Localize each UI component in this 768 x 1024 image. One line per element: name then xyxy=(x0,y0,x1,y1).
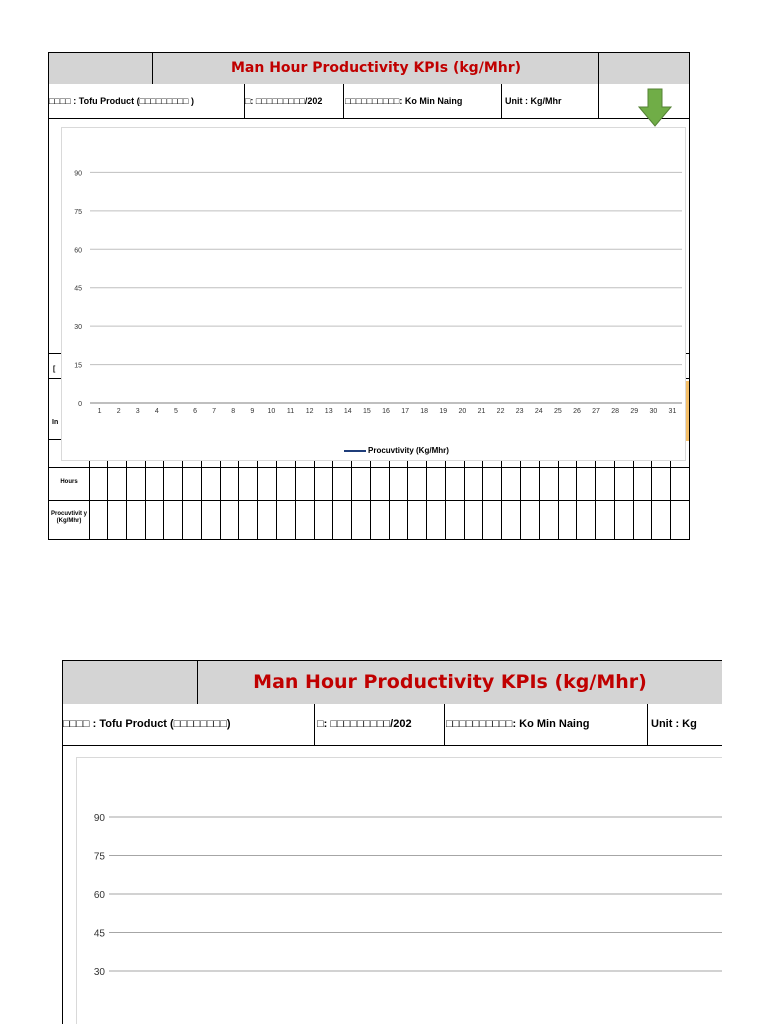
y-tick-label: 30 xyxy=(74,324,82,332)
x-tick-label: 22 xyxy=(496,408,505,415)
unit-cell: Unit : Kg xyxy=(651,718,697,730)
productivity-row-label: Procuvtivit y (Kg/Mhr) xyxy=(50,511,87,524)
x-tick-label: 12 xyxy=(305,408,314,415)
side-mark: [ xyxy=(53,366,56,373)
x-tick-label: 17 xyxy=(401,408,409,415)
sheet-border xyxy=(62,660,63,1024)
date-cell: □: □□□□□□□□□/202 xyxy=(315,704,445,745)
table-column-line xyxy=(689,443,690,540)
x-tick-label: 2 xyxy=(116,408,121,415)
legend-label: Procuvtivity (Kg/Mhr) xyxy=(368,446,449,455)
x-tick-label: 4 xyxy=(154,408,159,415)
x-tick-label: 30 xyxy=(649,408,658,415)
chart-svg xyxy=(77,758,722,1024)
date-cell: □: □□□□□□□□□/202 xyxy=(245,84,344,118)
x-tick-label: 20 xyxy=(458,408,467,415)
x-tick-label: 21 xyxy=(477,408,486,415)
x-tick-label: 5 xyxy=(173,408,178,415)
x-tick-label: 26 xyxy=(573,408,581,415)
x-tick-label: 15 xyxy=(363,408,371,415)
chart-svg xyxy=(62,128,685,460)
product-cell: □□□□ : Tofu Product (□□□□□□□□) xyxy=(62,704,315,745)
header-blank-cell xyxy=(62,661,198,704)
kpi-sheet-full xyxy=(48,52,690,540)
x-tick-label: 31 xyxy=(668,408,677,415)
x-tick-label: 8 xyxy=(231,408,236,415)
title-row xyxy=(62,660,722,705)
info-row xyxy=(62,704,722,746)
y-tick-label: 30 xyxy=(93,967,105,978)
x-tick-label: 24 xyxy=(534,408,543,415)
y-tick-label: 60 xyxy=(93,890,105,901)
prepared-by-cell: □□□□□□□□□□: Ko Min Naing xyxy=(344,84,502,118)
chart-legend xyxy=(344,446,449,455)
x-tick-label: 10 xyxy=(267,408,276,415)
x-tick-label: 29 xyxy=(630,408,639,415)
x-tick-label: 28 xyxy=(611,408,620,415)
x-tick-label: 3 xyxy=(135,408,140,415)
unit-cell: Unit : Kg/Mhr xyxy=(502,84,599,118)
y-tick-label: 45 xyxy=(74,285,82,293)
x-tick-label: 9 xyxy=(250,408,255,415)
x-tick-label: 1 xyxy=(97,408,102,415)
y-tick-label: 60 xyxy=(74,247,82,255)
x-tick-label: 16 xyxy=(382,408,390,415)
x-tick-label: 27 xyxy=(592,408,600,415)
sheet-title: Man Hour Productivity KPIs (kg/Mhr) xyxy=(253,671,647,693)
x-tick-label: 11 xyxy=(286,408,295,415)
side-mark: In xyxy=(52,419,59,426)
hours-row-label: Hours xyxy=(60,479,78,485)
y-tick-label: 75 xyxy=(93,851,105,863)
x-tick-label: 14 xyxy=(343,408,352,415)
y-tick-label: 90 xyxy=(93,813,105,824)
down-arrow-icon[interactable] xyxy=(638,88,672,128)
product-cell: □□□□ : Tofu Product (□□□□□□□□□ ) xyxy=(49,84,245,118)
info-row xyxy=(49,84,689,119)
y-tick-label: 0 xyxy=(78,401,82,408)
x-tick-label: 6 xyxy=(193,408,197,415)
title-row xyxy=(49,53,689,85)
x-tick-label: 13 xyxy=(324,408,333,415)
legend-swatch xyxy=(344,450,366,452)
header-blank-cell xyxy=(599,53,689,84)
y-tick-label: 15 xyxy=(74,362,82,370)
prepared-by-cell: □□□□□□□□□□: Ko Min Naing xyxy=(445,704,648,745)
x-tick-label: 25 xyxy=(553,408,562,415)
x-tick-label: 23 xyxy=(515,408,524,415)
productivity-chart xyxy=(61,127,686,461)
y-tick-label: 90 xyxy=(74,170,82,178)
y-tick-label: 45 xyxy=(93,928,105,940)
sheet-title: Man Hour Productivity KPIs (kg/Mhr) xyxy=(230,60,522,76)
header-blank-cell xyxy=(49,53,153,84)
x-tick-label: 18 xyxy=(420,408,429,415)
kpi-sheet-zoomed xyxy=(62,660,722,1024)
productivity-chart-zoomed xyxy=(76,757,722,1024)
x-tick-label: 19 xyxy=(439,408,448,415)
x-tick-label: 7 xyxy=(212,408,217,415)
y-tick-label: 75 xyxy=(74,208,82,216)
